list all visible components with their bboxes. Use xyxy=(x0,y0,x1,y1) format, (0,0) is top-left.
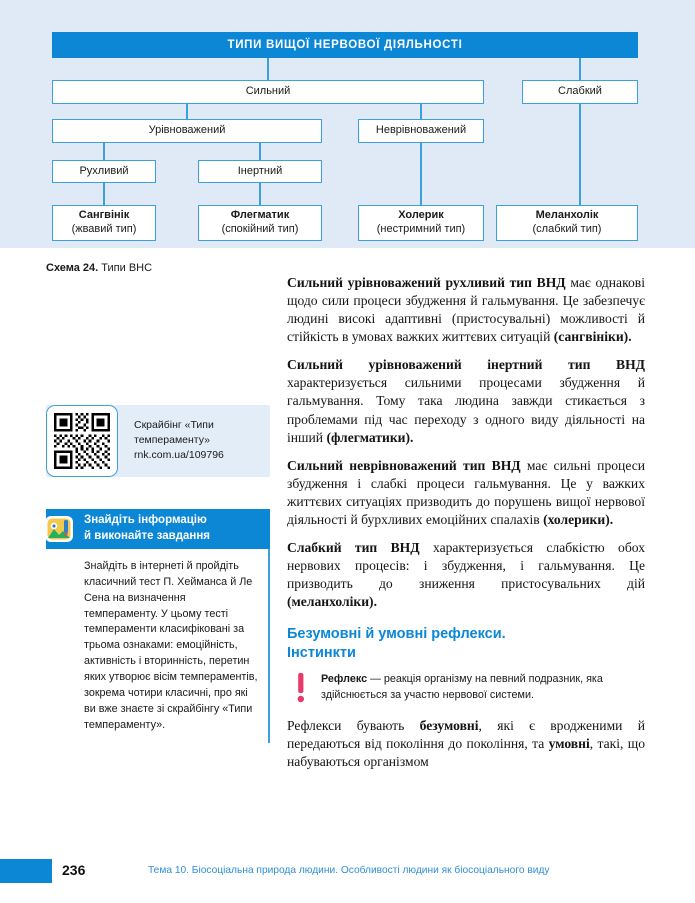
figure-caption-text: Типи ВНС xyxy=(98,262,153,274)
qr-caption-line2: темпераменту» xyxy=(134,433,210,446)
diagram-panel xyxy=(0,0,695,248)
node-phlegmatic-name: Флегматик xyxy=(230,209,290,222)
paragraph-sanguine-tail: (сангвініки). xyxy=(553,329,632,345)
connector-strong-to-balanced xyxy=(186,104,188,119)
diagram-title: ТИПИ ВИЩОЇ НЕРВОВОЇ ДІЯЛЬНОСТІ xyxy=(52,32,638,58)
exclamation-icon xyxy=(297,673,305,703)
connector-balanced-to-mobile xyxy=(103,143,105,160)
paragraph-choleric-tail: (холерики). xyxy=(543,511,614,527)
paragraph-reflexes xyxy=(287,717,645,771)
paragraph-melancholic-body: характеризується слабкістю обох нервових процесів: і збудження, і гальмування. Це призводить до зниження пристосувальних дій xyxy=(287,540,645,592)
paragraph-sanguine xyxy=(287,274,645,346)
task-header xyxy=(46,509,270,549)
node-strong-label: Сильний xyxy=(245,85,291,98)
paragraph-melancholic xyxy=(287,539,645,611)
paragraph-reflexes-term1: безумовні xyxy=(419,718,479,734)
connector-balanced-to-inert xyxy=(259,143,261,160)
connector-unbalanced-to-choleric xyxy=(420,143,422,205)
node-melancholic-name: Меланхолік xyxy=(535,209,599,222)
node-inert-label: Інертний xyxy=(237,164,283,177)
left-column xyxy=(46,405,270,743)
definition-term: Рефлекс xyxy=(321,673,368,686)
task-body: Знайдіть в інтернеті й пройдіть класичний тест П. Хейманса й Ле Сена на визначення темпераменту. У цьому тесті темпераменти класифіковані за трьома ознаками: емоційність, активність і вторинність, перетин яких утворює вісім темпераментів, зокрема чотири класичні, про які ви вже знаєте зі скрайбінгу «Типи темпераменту». xyxy=(46,549,270,743)
connector-mobile-to-sanguine xyxy=(103,183,105,205)
connector-weak-to-melancholic xyxy=(579,104,581,205)
qr-code-icon xyxy=(54,413,110,469)
node-balanced-label: Урівноважений xyxy=(148,124,226,137)
qr-code-frame[interactable] xyxy=(46,405,118,477)
paragraph-reflexes-term2: умовні xyxy=(548,736,590,752)
node-sanguine-name: Сангвінік xyxy=(78,209,130,222)
paragraph-choleric xyxy=(287,457,645,529)
paragraph-reflexes-a: Рефлекси бувають xyxy=(287,718,420,734)
node-sanguine-sub: (жвавий тип) xyxy=(71,223,137,235)
qr-caption xyxy=(134,418,264,463)
page-footer xyxy=(0,859,695,885)
definition-box xyxy=(287,672,645,703)
definition-body: — реакція організму на певний подразник, яка здійснюється за участю нервової системи. xyxy=(321,673,603,701)
node-choleric xyxy=(358,205,484,241)
paragraph-melancholic-tail: (меланхоліки). xyxy=(287,594,377,610)
find-information-icon xyxy=(42,512,76,546)
paragraph-choleric-body: має сильні процеси збудження і слабкі процеси гальмування. Це у важких життєвих ситуаціях призводить до порушень вищої нервової діяльності й бурхливих емоційних спалахів xyxy=(287,457,645,527)
node-weak-label: Слабкий xyxy=(558,85,602,98)
qr-caption-line1: Скрайбінг «Типи xyxy=(134,419,214,431)
connector-title-to-weak xyxy=(579,58,581,80)
running-title: Тема 10. Біосоціальна природа людини. Особливості людини як біосоціального виду xyxy=(148,865,550,876)
footer-accent-tab xyxy=(0,859,52,883)
paragraph-melancholic-lead: Слабкий тип ВНД xyxy=(287,540,420,556)
node-mobile xyxy=(52,160,156,183)
node-sanguine xyxy=(52,205,156,241)
node-strong xyxy=(52,80,484,104)
section-heading xyxy=(287,625,645,662)
paragraph-phlegmatic-lead: Сильний урівноважений інертний тип ВНД xyxy=(287,357,645,373)
section-heading-line2: Інстинкти xyxy=(287,644,356,661)
paragraph-phlegmatic-body: характеризується сильними процесами збудження й гальмування. Тому така людина завжди стикається з проблемами під час переходу з одного виду діяльності на інший xyxy=(287,375,645,445)
connector-strong-to-unbalanced xyxy=(420,104,422,119)
connector-title-to-strong xyxy=(267,58,269,80)
paragraph-sanguine-body: має однакові щодо сили процеси збудження й гальмування. Це забезпечує людині високі адаптивні (пристосувальні) можливості й стійкість в умовах важких життєвих ситуацій xyxy=(287,275,645,345)
node-phlegmatic xyxy=(198,205,322,241)
task-heading xyxy=(84,513,210,544)
paragraph-reflexes-c: , які є вродженими й передаються від покоління до покоління, та xyxy=(287,718,645,752)
task-block xyxy=(46,509,270,743)
right-column xyxy=(287,274,645,781)
paragraph-phlegmatic xyxy=(287,356,645,446)
node-choleric-name: Холерик xyxy=(398,209,444,222)
node-melancholic xyxy=(496,205,638,241)
node-unbalanced xyxy=(358,119,484,143)
figure-caption xyxy=(46,262,152,274)
paragraph-reflexes-d: , такі, що набуваються організмом xyxy=(287,736,645,770)
task-heading-line2: й виконайте завдання xyxy=(84,530,210,542)
node-phlegmatic-sub: (спокійний тип) xyxy=(221,223,299,235)
figure-caption-label: Схема 24. xyxy=(46,262,99,274)
node-choleric-sub: (нестримний тип) xyxy=(376,223,466,235)
node-inert xyxy=(198,160,322,183)
paragraph-phlegmatic-tail: (флегматики). xyxy=(326,429,414,445)
node-unbalanced-label: Неврівноважений xyxy=(375,124,467,137)
section-heading-line1: Безумовні й умовні рефлекси. xyxy=(287,626,506,643)
node-weak xyxy=(522,80,638,104)
node-mobile-label: Рухливий xyxy=(79,164,129,177)
qr-caption-url: rnk.com.ua/109796 xyxy=(134,448,224,461)
node-melancholic-sub: (слабкий тип) xyxy=(532,223,602,235)
qr-card[interactable] xyxy=(46,405,270,477)
paragraph-sanguine-lead: Сильний урівноважений рухливий тип ВНД xyxy=(287,275,566,290)
node-balanced xyxy=(52,119,322,143)
task-heading-line1: Знайдіть інформацію xyxy=(84,514,207,527)
connector-inert-to-phlegmatic xyxy=(259,183,261,205)
page-number: 236 xyxy=(62,862,86,878)
definition-text xyxy=(321,672,645,703)
paragraph-choleric-lead: Сильний неврівноважений тип ВНД xyxy=(287,457,521,473)
